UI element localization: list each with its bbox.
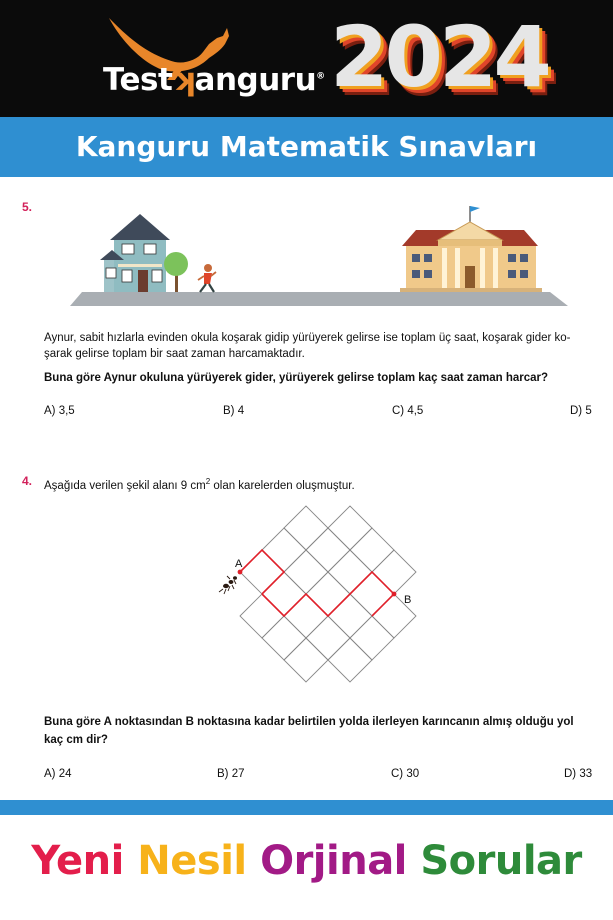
runner-girl-icon [198,264,216,292]
question-5-option-b[interactable]: B) 4 [223,405,245,417]
brand-suffix: anguru [194,62,317,98]
point-b [392,592,397,597]
question-4-prompt-line2: kaç cm dir? [44,734,108,746]
question-4-option-b[interactable]: B) 27 [217,768,245,780]
grid-squares [240,506,416,682]
question-4-number: 4. [22,474,33,488]
ant-icon [219,576,237,594]
slogan-word-2: Nesil [137,838,247,884]
question-5-text-line2: şarak gelirse toplam bir saat zaman harcamaktadır. [44,348,305,360]
question-5-number: 5. [22,200,33,214]
tree-icon [164,252,188,292]
slogan-word-1: Yeni [31,838,124,884]
footer-slogan [0,838,613,884]
registered-mark: ® [316,71,325,82]
question-5-text-line1: Aynur, sabit hızlarla evinden okula koşarak gidip yürüyerek gelirse ise toplam üç saat, koşarak gider ko- [44,332,571,344]
question-4-superscript: 2 [205,477,211,486]
brand-logo-text: Testʞanguru® [103,62,325,98]
slogan-word-4: Sorular [420,838,582,884]
slogan-word-3: Orjinal [260,838,407,884]
question-4-text [44,473,355,495]
grid-figure [210,500,420,700]
question-4-option-d[interactable]: D) 33 [564,768,593,780]
question-5-option-d[interactable]: D) 5 [570,405,592,417]
label-b: B [404,594,412,606]
house-school-illustration [70,200,570,310]
brand-prefix: Test [103,62,173,98]
page-title: Kanguru Matematik Sınavları [75,130,538,163]
question-5-prompt: Buna göre Aynur okuluna yürüyerek gider, yürüyerek gelirse toplam kaç saat zaman harcar? [44,372,549,384]
question-4-text-before: Aşağıda verilen şekil alanı 9 cm [44,479,206,492]
label-a: A [235,558,243,570]
question-5-option-a[interactable]: A) 3,5 [44,405,75,417]
question-5-option-c[interactable]: C) 4,5 [392,405,424,417]
question-4-text-after: olan karelerden oluşmuştur. [210,479,355,492]
red-route [240,550,284,594]
question-4-prompt-line1: Buna göre A noktasından B noktasına kadar belirtilen yolda ilerleyen karıncanın almış olduğu yol [44,716,574,728]
house-icon [100,214,170,292]
year-title: 2024 [330,8,548,106]
school-building-icon [400,206,542,292]
footer-bar [0,800,613,815]
question-4-option-a[interactable]: A) 24 [44,768,72,780]
road [70,292,568,306]
question-4-option-c[interactable]: C) 30 [391,768,420,780]
